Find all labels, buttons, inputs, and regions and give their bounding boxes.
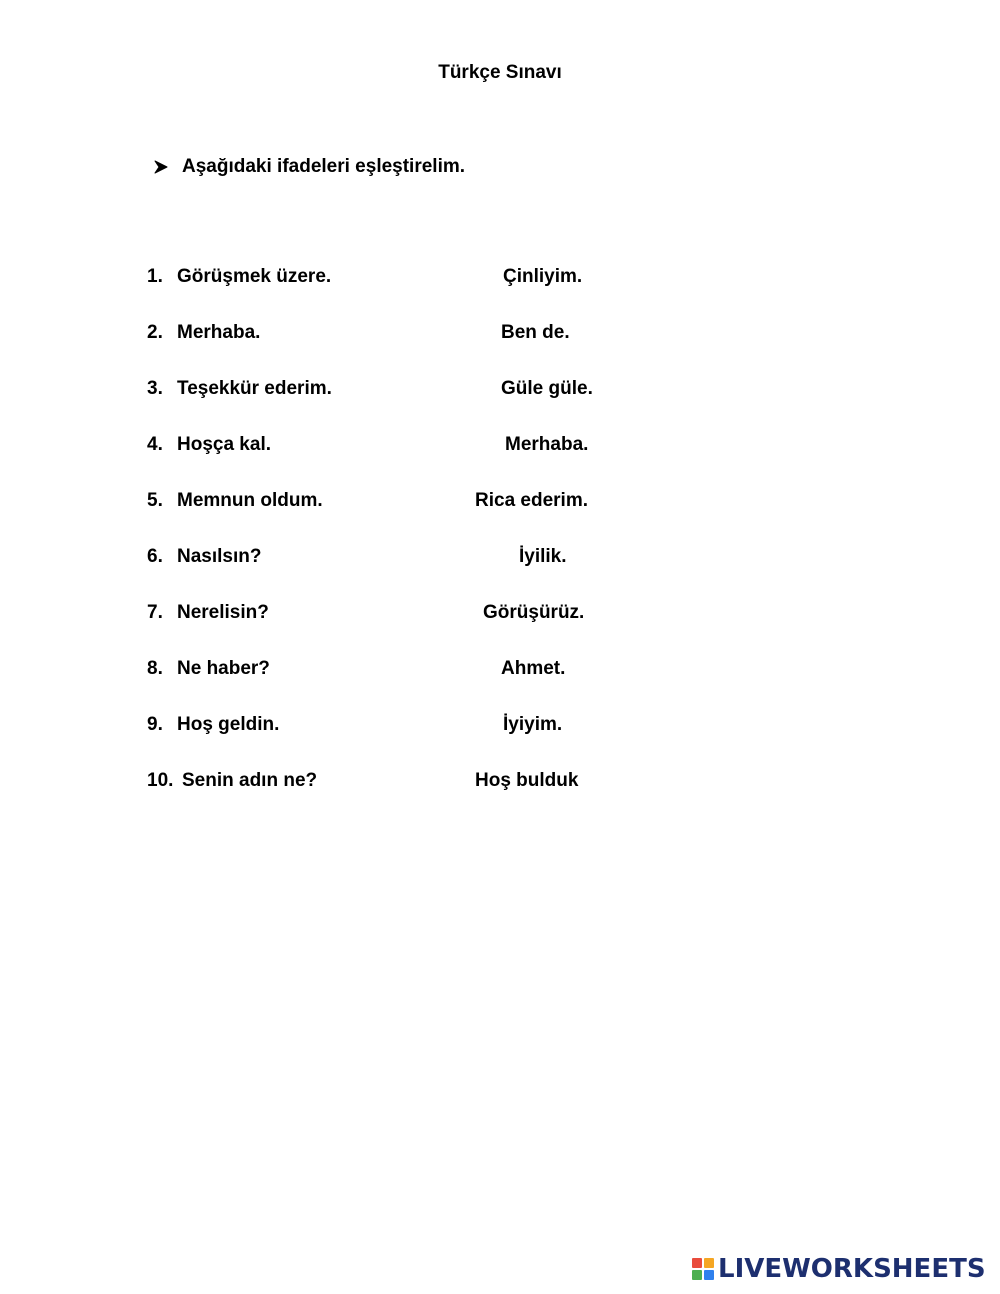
item-phrase: Nerelisin? xyxy=(177,602,269,623)
logo-block xyxy=(704,1270,714,1280)
item-match: İyilik. xyxy=(519,546,567,567)
item-match: Ben de. xyxy=(501,322,570,343)
list-item xyxy=(0,434,1000,458)
item-number: 10. xyxy=(147,770,174,791)
list-item xyxy=(0,378,1000,402)
item-number: 4. xyxy=(147,434,163,455)
item-phrase: Merhaba. xyxy=(177,322,261,343)
item-number: 9. xyxy=(147,714,163,735)
instruction-text: Aşağıdaki ifadeleri eşleştirelim. xyxy=(182,156,466,177)
list-item xyxy=(0,490,1000,514)
logo-block xyxy=(704,1258,714,1268)
item-match: Hoş bulduk xyxy=(475,770,579,791)
item-phrase: Hoş geldin. xyxy=(177,714,280,735)
list-item xyxy=(0,602,1000,626)
item-phrase: Görüşmek üzere. xyxy=(177,266,332,287)
list-item xyxy=(0,266,1000,290)
item-match: Ahmet. xyxy=(501,658,566,679)
logo-block xyxy=(692,1270,702,1280)
list-item xyxy=(0,714,1000,738)
item-match: Güle güle. xyxy=(501,378,593,399)
list-item xyxy=(0,546,1000,570)
item-phrase: Ne haber? xyxy=(177,658,270,679)
item-number: 7. xyxy=(147,602,163,623)
item-number: 3. xyxy=(147,378,163,399)
item-number: 6. xyxy=(147,546,163,567)
item-match: İyiyim. xyxy=(503,714,563,735)
item-phrase: Senin adın ne? xyxy=(182,770,318,791)
item-phrase: Nasılsın? xyxy=(177,546,262,567)
item-phrase: Hoşça kal. xyxy=(177,434,271,455)
logo-blocks-icon xyxy=(692,1258,714,1280)
item-match: Merhaba. xyxy=(505,434,589,455)
list-item xyxy=(0,322,1000,346)
list-item xyxy=(0,770,1000,794)
item-phrase: Teşekkür ederim. xyxy=(177,378,332,399)
item-match: Çinliyim. xyxy=(503,266,583,287)
logo-text: LIVEWORKSHEETS xyxy=(718,1254,986,1284)
item-number: 2. xyxy=(147,322,163,343)
item-match: Rica ederim. xyxy=(475,490,588,511)
item-number: 8. xyxy=(147,658,163,679)
list-item xyxy=(0,658,1000,682)
page-title: Türkçe Sınavı xyxy=(438,62,562,83)
liveworksheets-logo xyxy=(692,1254,986,1284)
arrow-bullet-icon xyxy=(154,160,168,174)
item-match: Görüşürüz. xyxy=(483,602,585,623)
instruction xyxy=(154,156,465,178)
item-number: 5. xyxy=(147,490,163,511)
item-phrase: Memnun oldum. xyxy=(177,490,323,511)
item-number: 1. xyxy=(147,266,163,287)
logo-block xyxy=(692,1258,702,1268)
